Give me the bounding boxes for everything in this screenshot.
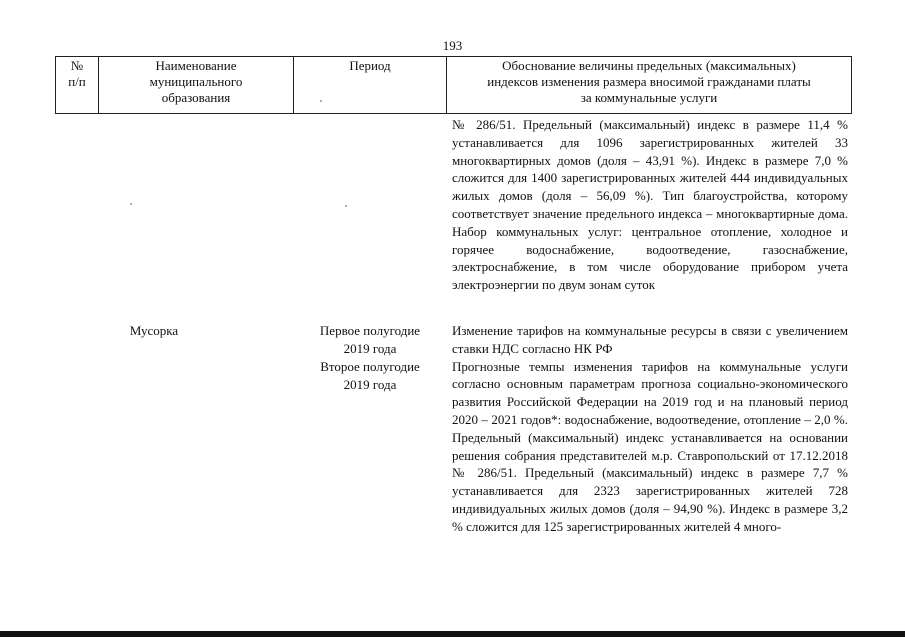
row2-justification (452, 322, 848, 536)
header-num: № п/п (68, 58, 86, 89)
table-top-border (55, 56, 851, 57)
scan-dot (320, 100, 322, 102)
scan-dot (345, 205, 347, 207)
row2-period-second: Второе полугодие 2019 года (320, 359, 420, 392)
row2-municipality: Мусорка (129, 323, 179, 338)
table-header-bottom-border (55, 113, 851, 114)
scan-bottom-edge (0, 631, 905, 637)
row2-justification-first: Изменение тарифов на коммунальные ресурсы в связи с увеличением ставки НДС согласно НК РФ (452, 323, 848, 356)
row1-justification-text: № 286/51. Предельный (максимальный) индекс в размере 11,4 % устанавливается для 1096 зарегистрированных жителей 33 многоквартирных домов (доля – 43,91 %). Индекс в размере 7,0 % сложится для 1400 зарегистрированных жителей 444 индивидуальных жилых домов (доля – 56,09 %). Тип благоустройства, которому соответствует значение предельного индекса – многоквартирные дома. Набор коммунальных услуг: центральное отопление, холодное и горячее водоснабжение, водоотведение, газоснабжение, электроснабжение, в том числе оборудование прибором учета электроэнергии по двум зонам суток (452, 117, 848, 293)
table-right-border (851, 56, 852, 114)
row1-justification (452, 116, 848, 294)
row2-period-first: Первое полугодие 2019 года (319, 323, 421, 356)
scan-dot (130, 203, 132, 205)
header-justification: Обоснование величины предельных (максимальных) индексов изменения размера вносимой гражданами платы за коммунальные услуги (487, 58, 811, 105)
header-municipality: Наименование муниципального образования (149, 58, 243, 105)
header-period: Период (349, 58, 391, 73)
row2-justification-second: Прогнозные темпы изменения тарифов на коммунальные услуги согласно основным параметрам прогноза социально-экономического развития Российской Федерации на 2019 год и на плановый период 2020 – 2021 годов*: водоснабжение, водоотведение, отопление – 2,0 %. Предельный (максимальный) индекс устанавливается на основании решения собрания представителей м.р. Ставропольский от 17.12.2018 № 286/51. Предельный (максимальный) индекс в размере 7,7 % устанавливается для 2323 зарегистрированных жителей 728 индивидуальных жилых домов (доля – 94,90 %). Индекс в размере 3,2 % сложится для 125 зарегистрированных жителей 4 много- (452, 358, 848, 534)
page-number: 193 (442, 38, 463, 53)
